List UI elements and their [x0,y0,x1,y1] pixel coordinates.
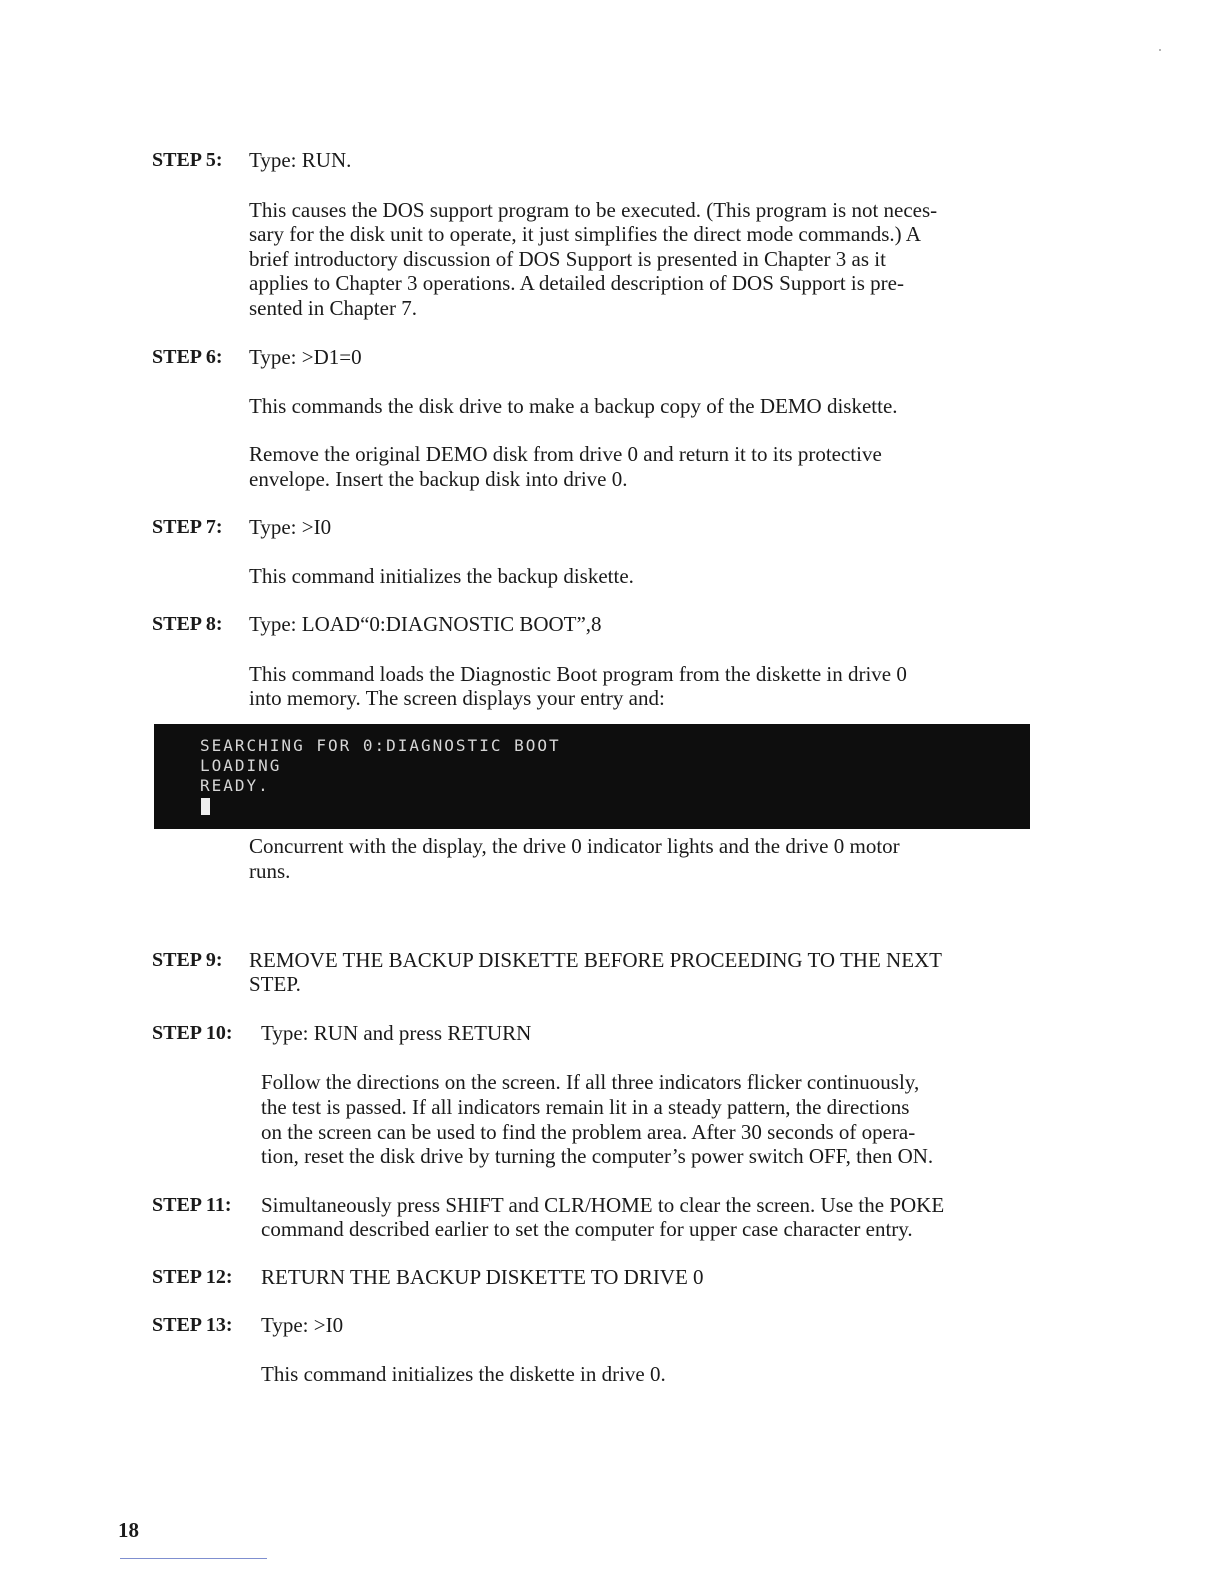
cursor-block-icon [201,798,210,815]
step-9-command: STEP. [249,972,301,996]
step-7-label: STEP 7: [152,516,223,538]
screen-line: READY. [200,776,270,795]
step-10-description-line: Follow the directions on the screen. If all three indicators flicker continuously, [261,1070,920,1094]
step-8-after-line: runs. [249,859,291,883]
step-5-description-line: This causes the DOS support program to be executed. (This program is not neces- [249,198,938,222]
step-10-command: Type: RUN and press RETURN [261,1021,532,1045]
page-number: 18 [118,1518,139,1542]
step-9-label: STEP 9: [152,949,223,971]
step-10-description-line: the test is passed. If all indicators remain lit in a steady pattern, the directions [261,1095,910,1119]
step-8-command: Type: LOAD“0:DIAGNOSTIC BOOT”,8 [249,612,602,636]
step-6-description-line: envelope. Insert the backup disk into drive 0. [249,467,628,491]
step-11-command: Simultaneously press SHIFT and CLR/HOME to clear the screen. Use the POKE [261,1193,945,1217]
scan-speck [1159,49,1161,51]
step-8-description-line: This command loads the Diagnostic Boot program from the diskette in drive 0 [249,662,907,686]
step-9-command: REMOVE THE BACKUP DISKETTE BEFORE PROCEEDING TO THE NEXT [249,948,943,972]
step-10-label: STEP 10: [152,1022,233,1044]
step-6-label: STEP 6: [152,346,223,368]
step-12-label: STEP 12: [152,1266,233,1288]
step-5-command: Type: RUN. [249,148,352,172]
computer-screen-display [154,724,1030,829]
step-12-command: RETURN THE BACKUP DISKETTE TO DRIVE 0 [261,1265,704,1289]
step-10-description-line: tion, reset the disk drive by turning the computer’s power switch OFF, then ON. [261,1144,934,1168]
step-8-description-line: into memory. The screen displays your entry and: [249,686,665,710]
step-8-label: STEP 8: [152,613,223,635]
step-8-after-line: Concurrent with the display, the drive 0 indicator lights and the drive 0 motor [249,834,900,858]
step-11-command: command described earlier to set the computer for upper case character entry. [261,1217,913,1241]
step-5-label: STEP 5: [152,149,223,171]
step-11-label: STEP 11: [152,1194,232,1216]
step-7-description-line: This command initializes the backup diskette. [249,564,634,588]
step-6-command: Type: >D1=0 [249,345,362,369]
step-6-description-line: This commands the disk drive to make a backup copy of the DEMO diskette. [249,394,898,418]
step-13-command: Type: >I0 [261,1313,344,1337]
step-5-description-line: sary for the disk unit to operate, it just simplifies the direct mode commands.) A [249,222,921,246]
step-13-description-line: This command initializes the diskette in drive 0. [261,1362,666,1386]
footer-rule [120,1558,267,1559]
step-13-label: STEP 13: [152,1314,233,1336]
step-6-description-line: Remove the original DEMO disk from drive 0 and return it to its protective [249,442,882,466]
step-5-description-line: applies to Chapter 3 operations. A detailed description of DOS Support is pre- [249,271,904,295]
step-5-description-line: brief introductory discussion of DOS Support is presented in Chapter 3 as it [249,247,886,271]
screen-line: SEARCHING FOR 0:DIAGNOSTIC BOOT [200,736,561,755]
step-7-command: Type: >I0 [249,515,332,539]
screen-line: LOADING [200,756,282,775]
step-10-description-line: on the screen can be used to find the problem area. After 30 seconds of opera- [261,1120,916,1144]
step-5-description-line: sented in Chapter 7. [249,296,417,320]
